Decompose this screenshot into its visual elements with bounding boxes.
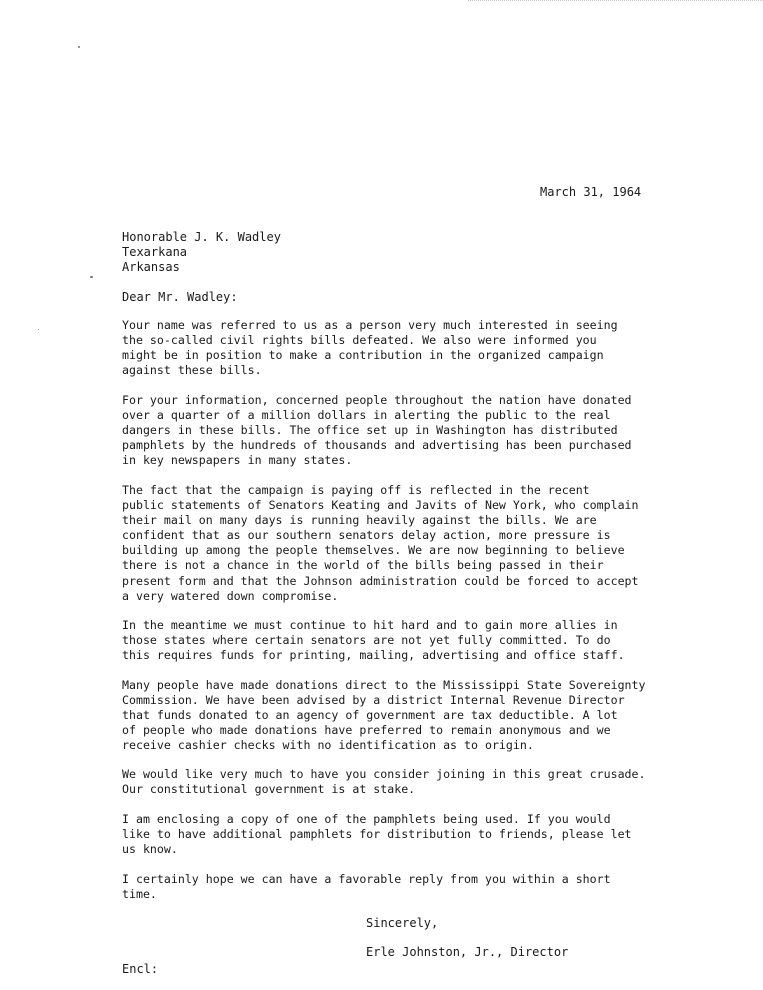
scan-speck [78,46,80,48]
closing: Sincerely, [366,916,439,930]
paragraph-line: public statements of Senators Keating and Javits of New York, who complain [122,498,639,513]
body-paragraph-7 [122,812,702,857]
paragraph-line: of people who made donations have preferred to remain anonymous and we [122,723,611,738]
paragraph-line: might be in position to make a contribution in the organized campaign [122,348,604,363]
paragraph-line: The fact that the campaign is paying off is reflected in the recent [122,483,590,497]
scan-speck [38,329,39,330]
paragraph-line: building up among the people themselves. We are now beginning to believe [122,543,625,558]
body-paragraph-6 [122,767,702,797]
paragraph-line: this requires funds for printing, mailing, advertising and office staff. [122,648,625,663]
enclosure-note: Encl: [122,962,159,976]
paragraph-line: time. [122,887,157,902]
recipient-address [122,230,281,275]
paragraph-line: present form and that the Johnson administration could be forced to accept [122,573,639,588]
paragraph-line: I certainly hope we can have a favorable reply from you within a short [122,872,611,886]
recipient-city: Texarkana [122,245,188,259]
paragraph-line: Commission. We have been advised by a district Internal Revenue Director [122,693,625,708]
paragraph-line: like to have additional pamphlets for distribution to friends, please let [122,827,632,842]
paragraph-line: that funds donated to an agency of government are tax deductible. A lot [122,708,618,723]
signature-block: Erle Johnston, Jr., Director [366,945,569,959]
letter-date: March 31, 1964 [540,185,642,199]
body-paragraph-3 [122,483,702,604]
paragraph-line: Our constitutional government is at stake. [122,782,416,797]
body-paragraph-1 [122,318,702,378]
paragraph-line: against these bills. [122,363,262,378]
paragraph-line: I am enclosing a copy of one of the pamphlets being used. If you would [122,812,611,826]
paragraph-line: their mail on many days is running heavily against the bills. We are [122,513,597,528]
paragraph-line: us know. [122,842,178,857]
paragraph-line: We would like very much to have you consider joining in this great crusade. [122,767,646,781]
paragraph-line: dangers in these bills. The office set up in Washington has distributed [122,423,618,438]
paragraph-line: In the meantime we must continue to hit hard and to gain more allies in [122,618,618,632]
recipient-name: Honorable J. K. Wadley [122,230,281,244]
paragraph-line: Many people have made donations direct to the Mississippi State Sovereignty [122,678,646,692]
paragraph-line: For your information, concerned people throughout the nation have donated [122,393,632,407]
recipient-state: Arkansas [122,260,180,274]
body-paragraph-2 [122,393,702,468]
paragraph-line: confident that as our southern senators delay action, more pressure is [122,528,611,543]
paragraph-line: receive cashier checks with no identification as to origin. [122,738,534,753]
paragraph-line: those states where certain senators are not yet fully committed. To do [122,633,611,648]
body-paragraph-5 [122,678,702,753]
scan-speck [90,276,93,278]
paragraph-line: a very watered down compromise. [122,588,339,603]
paragraph-line: in key newspapers in many states. [122,453,353,468]
paragraph-line: the so-called civil rights bills defeated. We also were informed you [122,333,597,348]
paragraph-line: Your name was referred to us as a person very much interested in seeing [122,318,618,332]
paragraph-line: over a quarter of a million dollars in alerting the public to the real [122,408,611,423]
body-paragraph-4 [122,618,702,663]
paragraph-line: there is not a chance in the world of the bills being passed in their [122,558,604,573]
salutation: Dear Mr. Wadley: [122,290,238,304]
scan-edge-dotted-line [468,0,763,1]
paragraph-line: pamphlets by the hundreds of thousands and advertising has been purchased [122,438,632,453]
body-paragraph-8 [122,872,702,902]
